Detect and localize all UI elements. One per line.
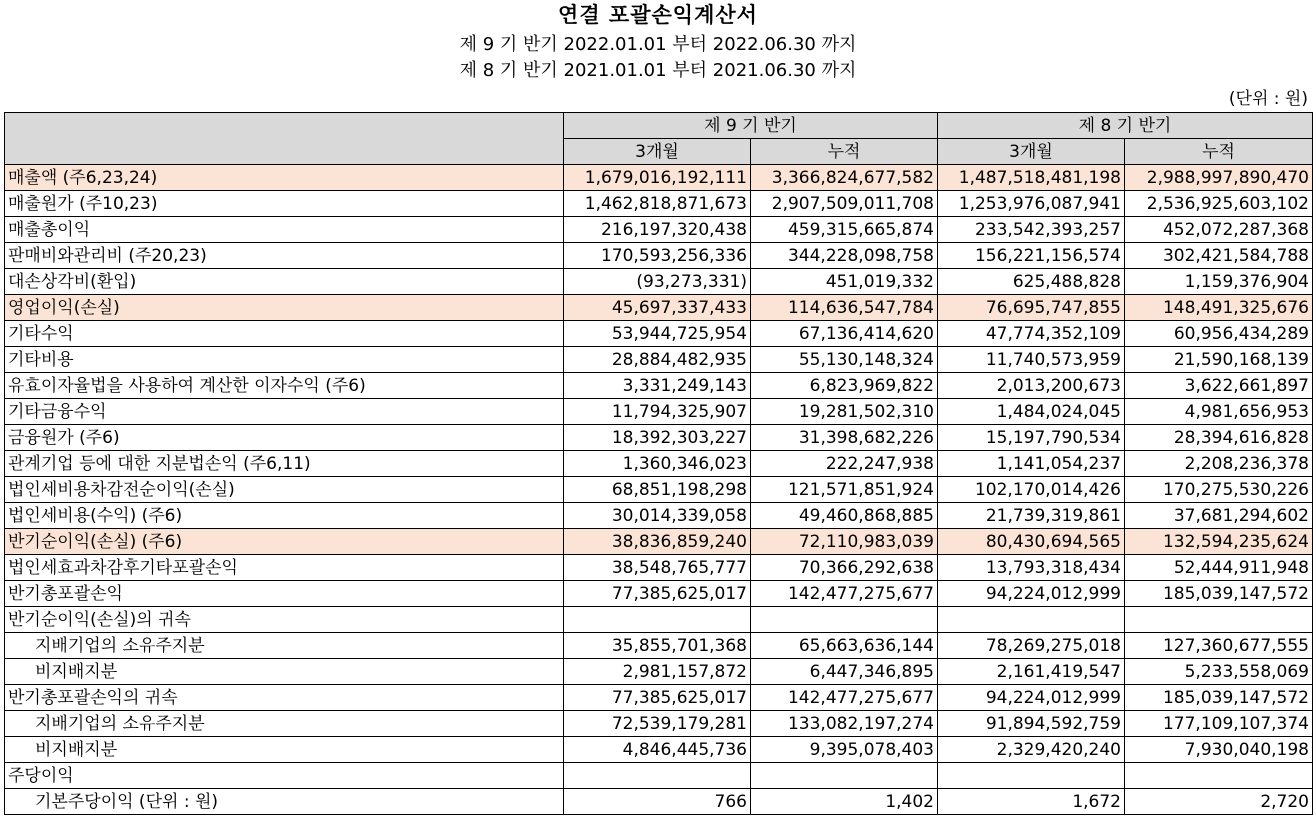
table-row — [5, 737, 1313, 763]
row-value: 2,720 — [1125, 789, 1313, 815]
row-value: (93,273,331) — [564, 269, 751, 295]
row-value: 72,110,983,039 — [751, 529, 938, 555]
row-value — [751, 763, 938, 789]
row-value: 1,487,518,481,198 — [938, 165, 1125, 191]
row-value: 459,315,665,874 — [751, 217, 938, 243]
row-value: 6,447,346,895 — [751, 659, 938, 685]
row-value: 68,851,198,298 — [564, 477, 751, 503]
row-value: 2,161,419,547 — [938, 659, 1125, 685]
row-value: 132,594,235,624 — [1125, 529, 1313, 555]
row-value: 102,170,014,426 — [938, 477, 1125, 503]
row-label: 비지배지분 — [5, 737, 564, 763]
table-row — [5, 269, 1313, 295]
row-label: 매출원가 (주10,23) — [5, 191, 564, 217]
sub-header-prior-3m: 3개월 — [938, 139, 1125, 165]
row-label: 관계기업 등에 대한 지분법손익 (주6,11) — [5, 451, 564, 477]
table-row — [5, 789, 1313, 815]
row-value: 30,014,339,058 — [564, 503, 751, 529]
row-value: 2,981,157,872 — [564, 659, 751, 685]
row-value — [564, 763, 751, 789]
table-row — [5, 529, 1313, 555]
group-header-prior: 제 8 기 반기 — [938, 113, 1313, 139]
table-row — [5, 711, 1313, 737]
row-label: 대손상각비(환입) — [5, 269, 564, 295]
row-value: 11,794,325,907 — [564, 399, 751, 425]
row-value: 47,774,352,109 — [938, 321, 1125, 347]
row-value: 3,366,824,677,582 — [751, 165, 938, 191]
table-row — [5, 581, 1313, 607]
row-value: 94,224,012,999 — [938, 581, 1125, 607]
row-label: 주당이익 — [5, 763, 564, 789]
row-value: 1,141,054,237 — [938, 451, 1125, 477]
row-label: 기타비용 — [5, 347, 564, 373]
row-value: 148,491,325,676 — [1125, 295, 1313, 321]
row-value: 452,072,287,368 — [1125, 217, 1313, 243]
row-value: 185,039,147,572 — [1125, 685, 1313, 711]
table-row — [5, 659, 1313, 685]
row-value: 1,484,024,045 — [938, 399, 1125, 425]
row-value: 1,402 — [751, 789, 938, 815]
table-row — [5, 477, 1313, 503]
table-body — [5, 165, 1313, 815]
row-value: 45,697,337,433 — [564, 295, 751, 321]
row-value: 2,013,200,673 — [938, 373, 1125, 399]
row-value: 4,981,656,953 — [1125, 399, 1313, 425]
row-value: 76,695,747,855 — [938, 295, 1125, 321]
row-label: 유효이자율법을 사용하여 계산한 이자수익 (주6) — [5, 373, 564, 399]
row-label: 판매비와관리비 (주20,23) — [5, 243, 564, 269]
row-value: 31,398,682,226 — [751, 425, 938, 451]
row-value: 2,536,925,603,102 — [1125, 191, 1313, 217]
row-value: 9,395,078,403 — [751, 737, 938, 763]
row-value: 177,109,107,374 — [1125, 711, 1313, 737]
row-value: 766 — [564, 789, 751, 815]
row-label: 반기순이익(손실)의 귀속 — [5, 607, 564, 633]
sub-header-prior-cumulative: 누적 — [1125, 139, 1313, 165]
row-value: 1,672 — [938, 789, 1125, 815]
table-row — [5, 165, 1313, 191]
row-label: 기타금융수익 — [5, 399, 564, 425]
row-value: 18,392,303,227 — [564, 425, 751, 451]
group-header-row — [5, 113, 1313, 139]
table-row — [5, 763, 1313, 789]
row-value: 21,739,319,861 — [938, 503, 1125, 529]
row-label: 반기총포괄손익의 귀속 — [5, 685, 564, 711]
row-label: 법인세효과차감후기타포괄손익 — [5, 555, 564, 581]
row-label: 반기순이익(손실) (주6) — [5, 529, 564, 555]
row-value: 15,197,790,534 — [938, 425, 1125, 451]
row-value — [938, 607, 1125, 633]
row-value — [1125, 763, 1313, 789]
table-row — [5, 217, 1313, 243]
table-row — [5, 607, 1313, 633]
row-value: 49,460,868,885 — [751, 503, 938, 529]
row-value: 80,430,694,565 — [938, 529, 1125, 555]
table-row — [5, 347, 1313, 373]
row-value — [938, 763, 1125, 789]
row-label: 지배기업의 소유주지분 — [5, 633, 564, 659]
row-value: 5,233,558,069 — [1125, 659, 1313, 685]
row-value: 94,224,012,999 — [938, 685, 1125, 711]
table-row — [5, 503, 1313, 529]
sub-header-current-cumulative: 누적 — [751, 139, 938, 165]
row-value: 302,421,584,788 — [1125, 243, 1313, 269]
table-row — [5, 425, 1313, 451]
row-value — [564, 607, 751, 633]
row-value: 3,331,249,143 — [564, 373, 751, 399]
income-statement-table — [4, 112, 1313, 815]
row-value: 2,329,420,240 — [938, 737, 1125, 763]
row-value: 2,988,997,890,470 — [1125, 165, 1313, 191]
row-label: 반기총포괄손익 — [5, 581, 564, 607]
row-value: 37,681,294,602 — [1125, 503, 1313, 529]
row-label: 금융원가 (주6) — [5, 425, 564, 451]
table-row — [5, 295, 1313, 321]
row-value: 1,159,376,904 — [1125, 269, 1313, 295]
period-current: 제 9 기 반기 2022.01.01 부터 2022.06.30 까지 — [459, 34, 857, 55]
row-label: 매출액 (주6,23,24) — [5, 165, 564, 191]
table-row — [5, 633, 1313, 659]
row-value: 344,228,098,758 — [751, 243, 938, 269]
row-label: 법인세비용(수익) (주6) — [5, 503, 564, 529]
row-value: 127,360,677,555 — [1125, 633, 1313, 659]
row-value: 53,944,725,954 — [564, 321, 751, 347]
row-value: 114,636,547,784 — [751, 295, 938, 321]
row-value: 185,039,147,572 — [1125, 581, 1313, 607]
row-value: 7,930,040,198 — [1125, 737, 1313, 763]
row-value: 38,548,765,777 — [564, 555, 751, 581]
row-value: 55,130,148,324 — [751, 347, 938, 373]
row-value: 13,793,318,434 — [938, 555, 1125, 581]
row-value: 170,593,256,336 — [564, 243, 751, 269]
report-title: 연결 포괄손익계산서 — [558, 3, 758, 27]
period-prior: 제 8 기 반기 2021.01.01 부터 2021.06.30 까지 — [459, 60, 857, 81]
row-value: 233,542,393,257 — [938, 217, 1125, 243]
table-row — [5, 243, 1313, 269]
row-value: 67,136,414,620 — [751, 321, 938, 347]
row-label: 지배기업의 소유주지분 — [5, 711, 564, 737]
row-value: 38,836,859,240 — [564, 529, 751, 555]
row-value: 625,488,828 — [938, 269, 1125, 295]
row-value: 70,366,292,638 — [751, 555, 938, 581]
row-value: 60,956,434,289 — [1125, 321, 1313, 347]
row-value: 78,269,275,018 — [938, 633, 1125, 659]
row-value: 77,385,625,017 — [564, 685, 751, 711]
row-value: 216,197,320,438 — [564, 217, 751, 243]
row-value: 121,571,851,924 — [751, 477, 938, 503]
row-value: 11,740,573,959 — [938, 347, 1125, 373]
row-label: 비지배지분 — [5, 659, 564, 685]
row-value: 91,894,592,759 — [938, 711, 1125, 737]
table-header — [5, 113, 1313, 165]
group-header-current: 제 9 기 반기 — [564, 113, 938, 139]
row-value: 21,590,168,139 — [1125, 347, 1313, 373]
table-row — [5, 555, 1313, 581]
row-value: 28,394,616,828 — [1125, 425, 1313, 451]
row-value: 133,082,197,274 — [751, 711, 938, 737]
row-value: 170,275,530,226 — [1125, 477, 1313, 503]
row-label: 기타수익 — [5, 321, 564, 347]
row-value: 77,385,625,017 — [564, 581, 751, 607]
row-value: 72,539,179,281 — [564, 711, 751, 737]
row-value: 2,907,509,011,708 — [751, 191, 938, 217]
row-label: 기본주당이익 (단위 : 원) — [5, 789, 564, 815]
row-value: 65,663,636,144 — [751, 633, 938, 659]
row-value: 28,884,482,935 — [564, 347, 751, 373]
row-value: 3,622,661,897 — [1125, 373, 1313, 399]
row-value: 1,462,818,871,673 — [564, 191, 751, 217]
row-value: 1,253,976,087,941 — [938, 191, 1125, 217]
row-value: 52,444,911,948 — [1125, 555, 1313, 581]
row-value: 19,281,502,310 — [751, 399, 938, 425]
label-column-header — [5, 113, 564, 165]
row-value: 2,208,236,378 — [1125, 451, 1313, 477]
table-row — [5, 321, 1313, 347]
row-value: 222,247,938 — [751, 451, 938, 477]
row-value: 451,019,332 — [751, 269, 938, 295]
row-value: 142,477,275,677 — [751, 581, 938, 607]
row-value: 156,221,156,574 — [938, 243, 1125, 269]
table-row — [5, 685, 1313, 711]
row-label: 매출총이익 — [5, 217, 564, 243]
row-label: 법인세비용차감전순이익(손실) — [5, 477, 564, 503]
table-row — [5, 399, 1313, 425]
table-row — [5, 451, 1313, 477]
row-value — [751, 607, 938, 633]
row-value: 6,823,969,822 — [751, 373, 938, 399]
row-value: 142,477,275,677 — [751, 685, 938, 711]
row-label: 영업이익(손실) — [5, 295, 564, 321]
unit-label: (단위 : 원) — [1228, 89, 1308, 109]
row-value — [1125, 607, 1313, 633]
sub-header-current-3m: 3개월 — [564, 139, 751, 165]
row-value: 1,679,016,192,111 — [564, 165, 751, 191]
row-value: 1,360,346,023 — [564, 451, 751, 477]
row-value: 4,846,445,736 — [564, 737, 751, 763]
table-row — [5, 191, 1313, 217]
row-value: 35,855,701,368 — [564, 633, 751, 659]
table-row — [5, 373, 1313, 399]
